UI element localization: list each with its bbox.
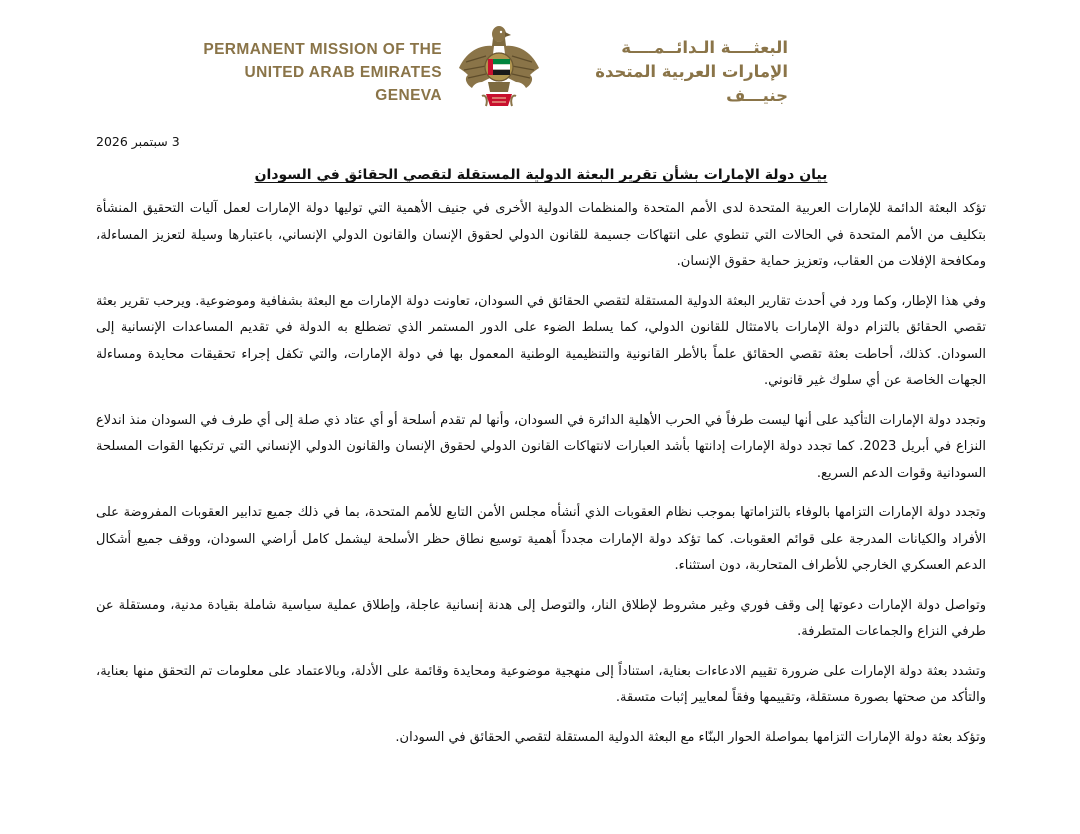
- statement-title: [96, 165, 986, 185]
- statement-paragraph: وتشدد بعثة دولة الإمارات على ضرورة تقييم الادعاءات بعناية، استناداً إلى منهجية موضوعية ومحايدة وقائمة على الأدلة، وبالاعتماد على معلومات تم التحقق منها بعناية، والتأكد من صحتها بصورة مستقلة، وتقييمها وفقاً لمعايير إثبات متسقة.: [96, 663, 986, 705]
- mission-name-arabic-line: الإمارات العربية المتحدة: [595, 62, 788, 81]
- statement-paragraph: وتجدد دولة الإمارات التزامها بالوفاء بالتزاماتها بموجب نظام العقوبات الذي أنشأه مجلس الأمن التابع للأمم المتحدة، بما في ذلك جميع تدابير العقوبات المفروضة على الأفراد والكيانات المدرجة على قوائم العقوبات. كما تؤكد دولة الإمارات مجدداً أهمية توسيع نطاق حظر الأسلحة ليشمل كامل أراضي السودان، ووقف جميع أشكال الدعم العسكري الخارجي للأطراف المتحاربة، دون استثناء.: [96, 505, 986, 573]
- document-date: 3 سبتمبر 2026: [96, 134, 180, 149]
- statement-body: [96, 196, 986, 764]
- statement-paragraph: وتواصل دولة الإمارات دعوتها إلى وقف فوري وغير مشروط لإطلاق النار، والتوصل إلى هدنة إنسانية عاجلة، وإطلاق عملية سياسية شاملة بقيادة مدنية، ومستقلة عن طرفي النزاع والجماعات المتطرفة.: [96, 597, 986, 639]
- statement-paragraph: وفي هذا الإطار، وكما ورد في أحدث تقارير البعثة الدولية المستقلة لتقصي الحقائق في السودان، تعاونت دولة الإمارات مع البعثة بشفافية وموضوعية. ويرحب تقرير بعثة تقصي الحقائق بالتزام دولة الإمارات بالامتثال للقانون الدولي، كما يسلط الضوء على الدور المستمر الذي تضطلع به الدولة في تقديم المساعدات الإنسانية إلى السودان. كذلك، أحاطت بعثة تقصي الحقائق علماً بالأطر القانونية والتنظيمية الوطنية المعمول بها في دولة الإمارات، والتي تكفل إجراء تحقيقات محايدة ومساءلة الجهات الخاصة عن أي سلوك غير قانوني.: [96, 293, 986, 388]
- mission-name-arabic-line: البعثــــة الـدائــمــــة: [621, 38, 788, 57]
- statement-paragraph: تؤكد البعثة الدائمة للإمارات العربية المتحدة لدى الأمم المتحدة والمنظمات الدولية الأخرى في جنيف الأهمية التي توليها دولة الإمارات لعمل آليات التحقيق المنشأة بتكليف من الأمم المتحدة في الحالات التي تنطوي على انتهاكات جسيمة للقانون الدولي لحقوق الإنسان والقانون الدولي الإنساني، باعتبارها وسيلة لتعزيز المساءلة، ومكافحة الإفلات من العقاب، وتعزيز حماية حقوق الإنسان.: [96, 201, 986, 269]
- mission-name-english: [180, 38, 442, 107]
- mission-name-english-line: PERMANENT MISSION OF THE: [203, 41, 442, 58]
- mission-name-english-line: UNITED ARAB EMIRATES: [244, 64, 442, 81]
- statement-paragraph: وتجدد دولة الإمارات التأكيد على أنها ليست طرفاً في الحرب الأهلية الدائرة في السودان، وأنها لم تقدم أسلحة أو أي عتاد ذي صلة إلى أي طرف في السودان منذ اندلاع النزاع في أبريل 2023. كما تجدد دولة الإمارات إدانتها بأشد العبارات لانتهاكات القانون الدولي لحقوق الإنسان والقانون الدولي الإنساني التي ترتكبها القوات المسلحة السودانية وقوات الدعم السريع.: [96, 412, 986, 481]
- mission-name-english-line: GENEVA: [375, 87, 442, 104]
- letterhead: [0, 0, 1080, 120]
- statement-paragraph: وتؤكد بعثة دولة الإمارات التزامها بمواصلة الحوار البنّاء مع البعثة الدولية المستقلة لتقصي الحقائق في السودان.: [395, 729, 986, 745]
- statement-title-text: بيان دولة الإمارات بشأن تقرير البعثة الدولية المستقلة لتقصي الحقائق في السودان: [254, 167, 828, 183]
- uae-falcon-emblem-icon: [456, 22, 542, 114]
- mission-name-arabic: [548, 36, 788, 108]
- mission-name-arabic-line: جنيـــف: [726, 86, 788, 105]
